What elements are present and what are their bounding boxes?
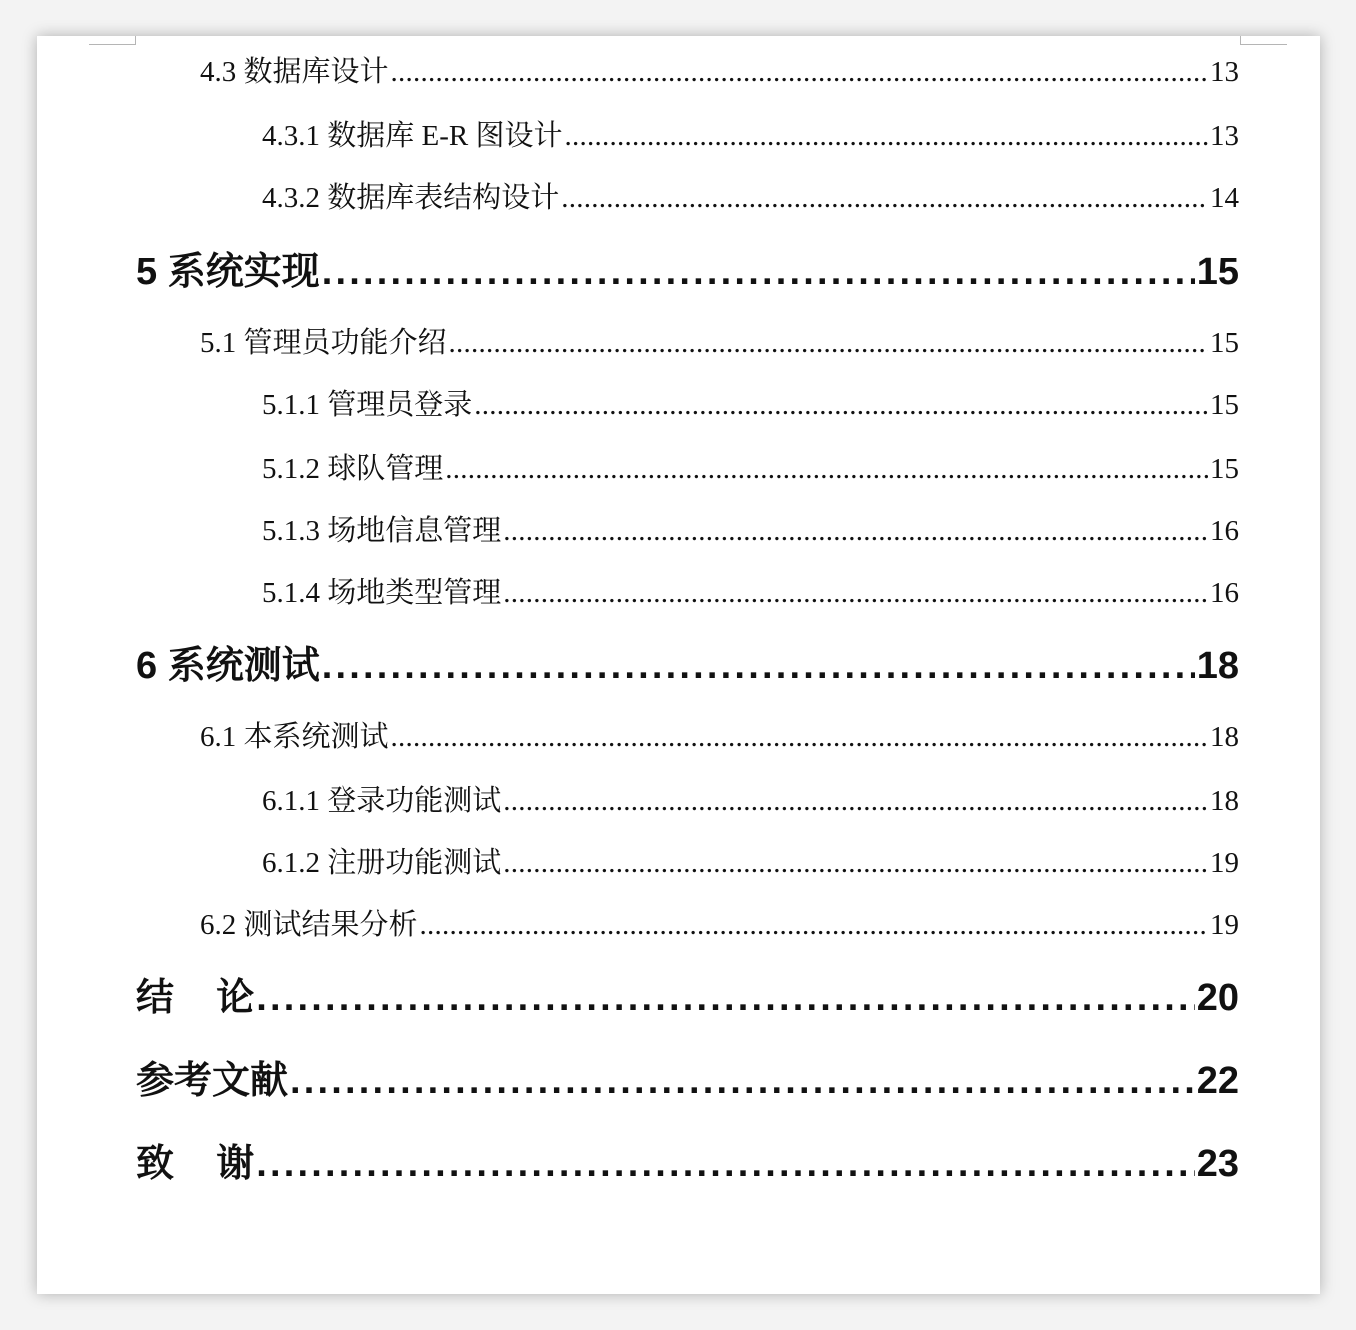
toc-entry-5-1-1[interactable] — [262, 387, 1239, 423]
toc-page-number: 23 — [1196, 1143, 1239, 1185]
toc-page-number: 20 — [1196, 977, 1239, 1019]
toc-entry-6-1[interactable] — [200, 719, 1239, 755]
toc-entry-label: 6.2 测试结果分析 — [200, 909, 418, 941]
toc-dot-leader — [503, 513, 1208, 549]
toc-entry-chapter-5[interactable] — [136, 249, 1239, 295]
toc-page-number: 15 — [1210, 389, 1239, 421]
toc-dot-leader — [449, 325, 1208, 361]
toc-page-number: 15 — [1196, 251, 1239, 293]
toc-entry-4-3-2[interactable] — [262, 180, 1239, 216]
toc-page-number: 16 — [1210, 515, 1239, 547]
toc-entry-label: 6.1.2 注册功能测试 — [262, 847, 502, 879]
toc-entry-5-1-3[interactable] — [262, 513, 1239, 549]
toc-entry-label: 6.1 本系统测试 — [200, 721, 389, 753]
toc-dot-leader — [564, 118, 1208, 154]
toc-page-number: 19 — [1210, 847, 1239, 879]
toc-dot-leader — [445, 451, 1208, 487]
toc-dot-leader — [290, 1058, 1195, 1104]
toc-dot-leader — [474, 387, 1208, 423]
toc-entry-label: 5 系统实现 — [136, 251, 320, 293]
toc-page-number: 13 — [1210, 120, 1239, 152]
toc-entry-label: 结 论 — [136, 977, 255, 1019]
toc-dot-leader — [391, 719, 1208, 755]
toc-page-number: 14 — [1210, 182, 1239, 214]
toc-entry-label: 6 系统测试 — [136, 645, 320, 687]
toc-dot-leader — [503, 845, 1208, 881]
toc-entry-acknowledgements[interactable] — [136, 1141, 1239, 1187]
toc-entry-label: 5.1.2 球队管理 — [262, 453, 444, 485]
toc-dot-leader — [420, 907, 1208, 943]
toc-entry-label: 4.3.1 数据库 E-R 图设计 — [262, 120, 563, 152]
toc-entry-label: 5.1.3 场地信息管理 — [262, 515, 502, 547]
toc-dot-leader — [256, 975, 1194, 1021]
toc-entry-label: 6.1.1 登录功能测试 — [262, 785, 502, 817]
crop-mark-top-right — [1240, 36, 1287, 45]
document-page — [37, 36, 1320, 1294]
crop-mark-top-left — [89, 36, 136, 45]
toc-entry-4-3-1[interactable] — [262, 118, 1239, 154]
toc-entry-6-1-1[interactable] — [262, 783, 1239, 819]
toc-entry-6-1-2[interactable] — [262, 845, 1239, 881]
toc-dot-leader — [322, 249, 1195, 295]
toc-entry-label: 4.3.2 数据库表结构设计 — [262, 182, 560, 214]
toc-page-number: 15 — [1210, 327, 1239, 359]
toc-page-number: 18 — [1210, 785, 1239, 817]
toc-page-number: 19 — [1210, 909, 1239, 941]
toc-dot-leader — [322, 643, 1195, 689]
toc-entry-label: 参考文献 — [136, 1060, 289, 1102]
toc-dot-leader — [503, 575, 1208, 611]
toc-entry-label: 5.1.1 管理员登录 — [262, 389, 473, 421]
toc-page-number: 15 — [1210, 453, 1239, 485]
toc-entry-6-2[interactable] — [200, 907, 1239, 943]
toc-entry-5-1-2[interactable] — [262, 451, 1239, 487]
toc-dot-leader — [256, 1141, 1194, 1187]
toc-page-number: 18 — [1196, 645, 1239, 687]
toc-entry-5-1-4[interactable] — [262, 575, 1239, 611]
toc-entry-label: 5.1.4 场地类型管理 — [262, 577, 502, 609]
toc-entry-4-3[interactable] — [200, 54, 1239, 90]
toc-entry-chapter-6[interactable] — [136, 643, 1239, 689]
toc-page-number: 16 — [1210, 577, 1239, 609]
toc-page-number: 22 — [1196, 1060, 1239, 1102]
toc-page-number: 13 — [1210, 56, 1239, 88]
toc-entry-5-1[interactable] — [200, 325, 1239, 361]
toc-page-number: 18 — [1210, 721, 1239, 753]
toc-dot-leader — [561, 180, 1208, 216]
toc-entry-label: 4.3 数据库设计 — [200, 56, 389, 88]
toc-entry-label: 致 谢 — [136, 1143, 255, 1185]
toc-dot-leader — [503, 783, 1208, 819]
toc-dot-leader — [391, 54, 1208, 90]
toc-entry-label: 5.1 管理员功能介绍 — [200, 327, 447, 359]
toc-entry-conclusion[interactable] — [136, 975, 1239, 1021]
toc-entry-references[interactable] — [136, 1058, 1239, 1104]
